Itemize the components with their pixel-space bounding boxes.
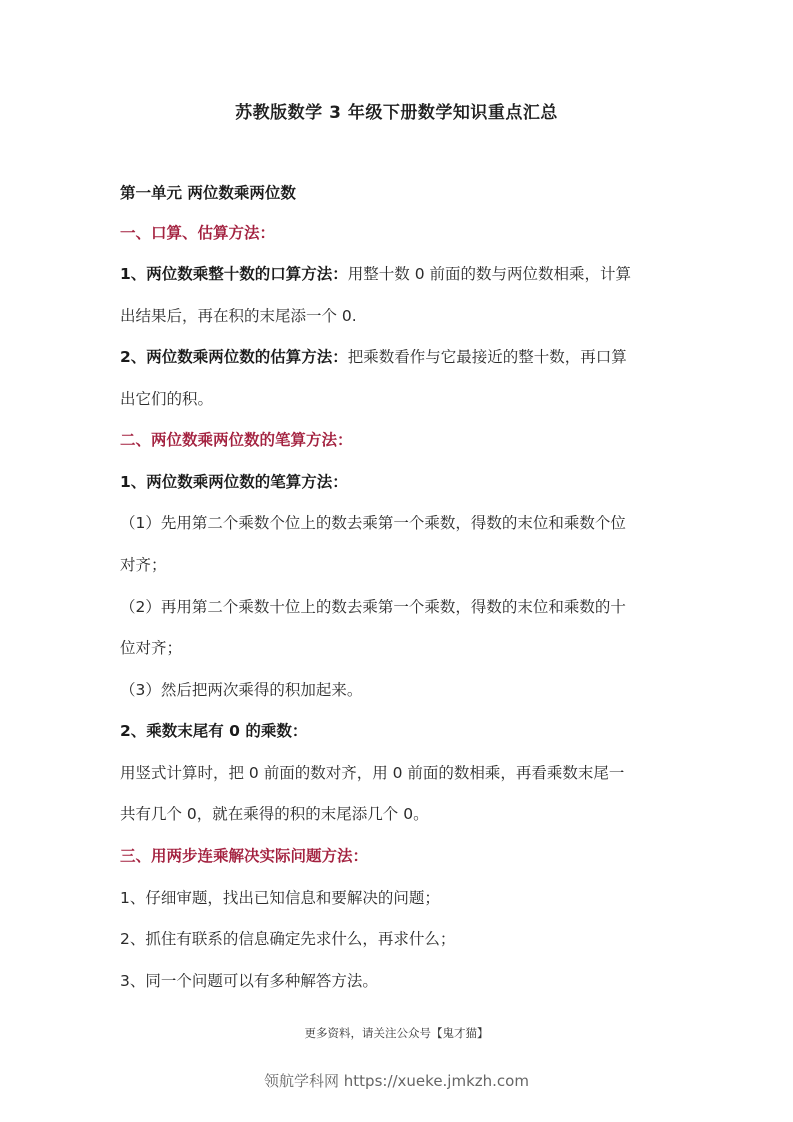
step-3: （3）然后把两次乘得的积加起来。 bbox=[120, 681, 363, 699]
method-step-1: 1、仔细审题，找出已知信息和要解决的问题； bbox=[120, 889, 440, 907]
section-heading-2: 二、两位数乘两位数的笔算方法： bbox=[120, 431, 353, 449]
paragraph-label: 1、两位数乘整十数的口算方法： bbox=[120, 265, 348, 283]
paragraph-trailing-zero: 用竖式计算时，把 0 前面的数对齐，用 0 前面的数相乘，再看乘数末尾一 bbox=[120, 764, 625, 782]
subheading-written-calc: 1、两位数乘两位数的笔算方法： bbox=[120, 473, 348, 491]
paragraph-label: 2、两位数乘两位数的估算方法： bbox=[120, 348, 348, 366]
method-step-3: 3、同一个问题可以有多种解答方法。 bbox=[120, 972, 378, 990]
section-heading-1: 一、口算、估算方法： bbox=[120, 224, 276, 242]
watermark: 领航学科网 https://xueke.jmkzh.com bbox=[264, 1072, 529, 1090]
paragraph-continuation: 出结果后，再在积的末尾添一个 0. bbox=[120, 307, 357, 325]
section-heading-3: 三、用两步连乘解决实际问题方法： bbox=[120, 847, 369, 865]
document-title: 苏教版数学 3 年级下册数学知识重点汇总 bbox=[235, 103, 558, 123]
unit-heading: 第一单元 两位数乘两位数 bbox=[120, 184, 296, 202]
step-2: （2）再用第二个乘数十位上的数去乘第一个乘数，得数的末位和乘数的十 bbox=[120, 598, 626, 616]
paragraph-estimate bbox=[120, 344, 680, 370]
paragraph-oral-calc bbox=[120, 261, 680, 287]
subheading-trailing-zero: 2、乘数末尾有 0 的乘数： bbox=[120, 722, 308, 740]
paragraph-continuation: 出它们的积。 bbox=[120, 390, 214, 408]
paragraph-continuation: 共有几个 0，就在乘得的积的末尾添几个 0。 bbox=[120, 805, 429, 823]
step-2-continuation: 位对齐； bbox=[120, 639, 183, 657]
footer-note: 更多资料，请关注公众号【鬼才猫】 bbox=[304, 1026, 489, 1040]
paragraph-text: 用整十数 0 前面的数与两位数相乘，计算 bbox=[347, 265, 632, 283]
step-1: （1）先用第二个乘数个位上的数去乘第一个乘数，得数的末位和乘数个位 bbox=[120, 514, 626, 532]
step-1-continuation: 对齐； bbox=[120, 556, 167, 574]
method-step-2: 2、抓住有联系的信息确定先求什么，再求什么； bbox=[120, 930, 456, 948]
paragraph-text: 把乘数看作与它最接近的整十数，再口算 bbox=[347, 348, 627, 366]
